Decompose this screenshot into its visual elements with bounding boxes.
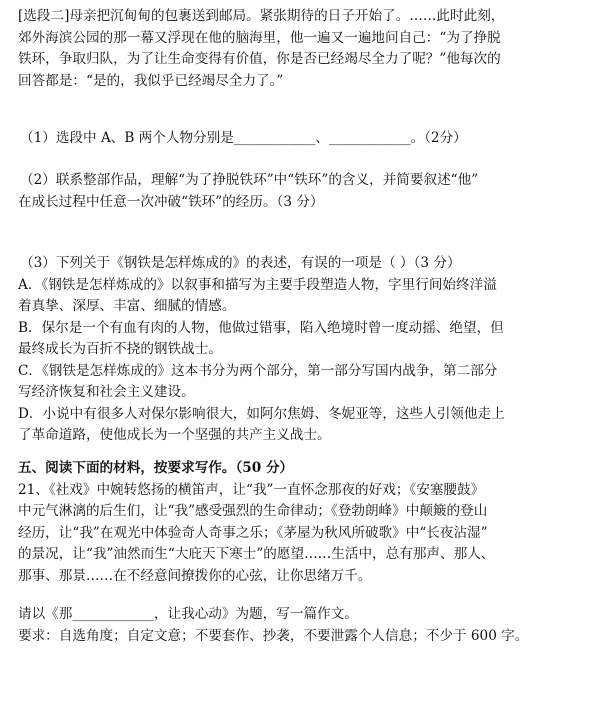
section-5 [18, 458, 590, 587]
question-3-stem: （3）下列关于《钢铁是怎样炼成的》的表述，有误的一项是（ ）（3 分） [20, 255, 461, 271]
passage-line: [选段二]母亲把沉甸甸的包裹送到邮局。紧张期待的日子开始了。……此时此刻， [18, 8, 505, 24]
passage-excerpt [18, 6, 590, 92]
material-line: 21、《社戏》中婉转悠扬的横笛声，让“我”一直怀念那夜的好戏；《安塞腰鼓》 [18, 481, 485, 498]
passage-line: 回答都是：“是的，我似乎已经竭尽全力了。” [18, 72, 284, 89]
option-c-line: 写经济恢复和社会主义建设。 [18, 384, 195, 400]
option-c-line: C．《钢铁是怎样炼成的》这本书分为两个部分，第一部分写国内战争，第二部分 [18, 362, 498, 379]
essay-requirements: 要求：自选角度；自定文意；不要套作、抄袭，不要泄露个人信息；不少于 600 字。 [18, 627, 529, 644]
passage-line: 铁环，争取归队，为了让生命变得有价值，你是否已经竭尽全力了呢？”他每次的 [18, 51, 501, 67]
essay-prompt [18, 604, 590, 647]
passage-line: 郊外海滨公园的那一幕又浮现在他的脑海里，他一遍又一遍地问自己：“为了挣脱 [18, 29, 501, 46]
question-2-line: （2）联系整部作品，理解“为了挣脱铁环”中“铁环”的含义，并简要叙述“他” [20, 172, 479, 188]
option-a-line: 着真挚、深厚、丰富、细腻的情感。 [18, 298, 236, 314]
question-1 [18, 128, 590, 150]
essay-title-prompt: 请以《那____________，让我心动》为题，写一篇作文。 [18, 606, 358, 622]
option-b-line: B．保尔是一个有血有肉的人物，他做过错事，陷入绝境时曾一度动摇、绝望，但 [18, 319, 504, 336]
option-d-line: D．小说中有很多人对保尔影响很大，如阿尔焦姆、冬妮亚等，这些人引领他走上 [18, 405, 505, 422]
option-d-line: 了革命道路，使他成长为一个坚强的共产主义战士。 [18, 427, 331, 443]
material-line: 中元气淋漓的后生们，让“我”感受强烈的生命律动；《登勃朗峰》中颠簸的登山 [18, 503, 488, 519]
section-5-heading: 五、阅读下面的材料，按要求写作。（50 分） [18, 460, 294, 476]
option-a-line: A．《钢铁是怎样炼成的》以叙事和描写为主要手段塑造人物，字里行间始终洋溢 [18, 276, 497, 293]
material-line: 经历，让“我”在观光中体验奇人奇事之乐；《茅屋为秋风所破歌》中“长夜沾湿” [18, 524, 488, 541]
question-2-line: 在成长过程中任意一次冲破“铁环”的经历。（3 分） [18, 193, 324, 210]
question-1-text: （1）选段中 A、B 两个人物分别是____________、____________。（2分） [20, 130, 467, 146]
question-3 [18, 253, 590, 447]
option-b-line: 最终成长为百折不挠的钢铁战士。 [18, 341, 222, 357]
material-line: 的景况，让“我”油然而生“大庇天下寒士”的愿望……生活中，总有那声、那人、 [18, 546, 495, 562]
material-line: 那事、那景……在不经意间撩拨你的心弦，让你思绪万千。 [18, 567, 372, 584]
question-2 [18, 170, 590, 213]
